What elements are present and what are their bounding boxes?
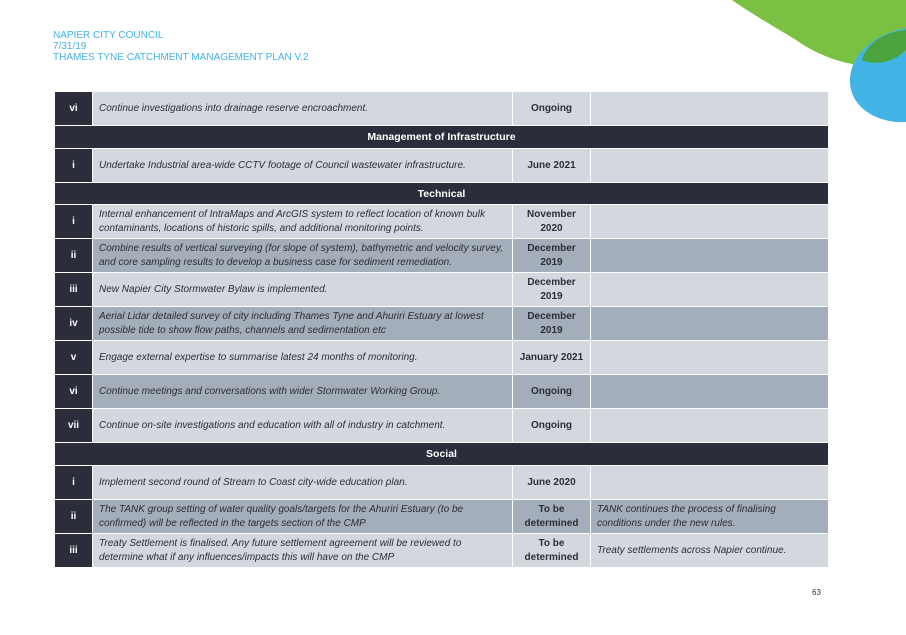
table-row xyxy=(55,466,829,500)
row-comment xyxy=(591,307,829,341)
section-header-row xyxy=(55,183,829,205)
row-status: December 2019 xyxy=(513,307,591,341)
table-row xyxy=(55,92,829,126)
row-number: ii xyxy=(55,239,93,273)
row-status: June 2021 xyxy=(513,149,591,183)
row-status: To be determined xyxy=(513,500,591,534)
plan-title: THAMES TYNE CATCHMENT MANAGEMENT PLAN V.2 xyxy=(53,52,309,63)
row-description: Engage external expertise to summarise latest 24 months of monitoring. xyxy=(93,341,513,375)
section-header-row xyxy=(55,126,829,149)
row-comment xyxy=(591,149,829,183)
row-number: i xyxy=(55,149,93,183)
row-number: iii xyxy=(55,534,93,568)
row-number: i xyxy=(55,466,93,500)
row-status: Ongoing xyxy=(513,375,591,409)
row-status: Ongoing xyxy=(513,92,591,126)
row-number: iii xyxy=(55,273,93,307)
row-comment xyxy=(591,375,829,409)
row-number: vi xyxy=(55,375,93,409)
action-plan-table xyxy=(54,91,829,568)
table-row xyxy=(55,534,829,568)
row-status: January 2021 xyxy=(513,341,591,375)
org-name: NAPIER CITY COUNCIL xyxy=(53,30,164,41)
row-description: Implement second round of Stream to Coast city-wide education plan. xyxy=(93,466,513,500)
section-title-infrastructure: Management of Infrastructure xyxy=(55,126,829,149)
page-number: 63 xyxy=(812,588,821,597)
row-description: Treaty Settlement is finalised. Any future settlement agreement will be reviewed to determine what if any influences/impacts this will have on the CMP xyxy=(93,534,513,568)
section-title-technical: Technical xyxy=(55,183,829,205)
row-description: Undertake Industrial area-wide CCTV footage of Council wastewater infrastructure. xyxy=(93,149,513,183)
row-comment xyxy=(591,273,829,307)
row-description: Combine results of vertical surveying (for slope of system), bathymetric and velocity survey, and core sampling results to develop a business case for sediment remediation. xyxy=(93,239,513,273)
row-description: Continue meetings and conversations with wider Stormwater Working Group. xyxy=(93,375,513,409)
row-comment xyxy=(591,92,829,126)
row-comment xyxy=(591,409,829,443)
table-row xyxy=(55,500,829,534)
table-row xyxy=(55,341,829,375)
row-description: Aerial Lidar detailed survey of city including Thames Tyne and Ahuriri Estuary at lowest possible tide to show flow paths, channels and sedimentation etc xyxy=(93,307,513,341)
table-row xyxy=(55,273,829,307)
row-number: v xyxy=(55,341,93,375)
table-row xyxy=(55,409,829,443)
table-row xyxy=(55,149,829,183)
row-comment: Treaty settlements across Napier continue. xyxy=(591,534,829,568)
row-status: December 2019 xyxy=(513,273,591,307)
row-description: The TANK group setting of water quality goals/targets for the Ahuriri Estuary (to be confirmed) will be reflected in the targets section of the CMP xyxy=(93,500,513,534)
row-description: Internal enhancement of IntraMaps and ArcGIS system to reflect location of known bulk contaminants, locations of historic spills, and additional monitoring points. xyxy=(93,205,513,239)
row-number: vi xyxy=(55,92,93,126)
table-row xyxy=(55,375,829,409)
row-number: i xyxy=(55,205,93,239)
row-comment xyxy=(591,341,829,375)
row-status: Ongoing xyxy=(513,409,591,443)
table-row xyxy=(55,307,829,341)
table-row xyxy=(55,205,829,239)
table-row xyxy=(55,239,829,273)
row-comment xyxy=(591,239,829,273)
row-comment xyxy=(591,205,829,239)
row-comment xyxy=(591,466,829,500)
section-title-social: Social xyxy=(55,443,829,466)
document-date: 7/31/19 xyxy=(53,41,87,52)
row-number: iv xyxy=(55,307,93,341)
row-comment: TANK continues the process of finalising conditions under the new rules. xyxy=(591,500,829,534)
row-status: To be determined xyxy=(513,534,591,568)
row-description: Continue on-site investigations and education with all of industry in catchment. xyxy=(93,409,513,443)
row-status: November 2020 xyxy=(513,205,591,239)
section-header-row xyxy=(55,443,829,466)
row-number: vii xyxy=(55,409,93,443)
row-description: New Napier City Stormwater Bylaw is implemented. xyxy=(93,273,513,307)
row-status: December 2019 xyxy=(513,239,591,273)
row-status: June 2020 xyxy=(513,466,591,500)
row-number: ii xyxy=(55,500,93,534)
row-description: Continue investigations into drainage reserve encroachment. xyxy=(93,92,513,126)
document-header xyxy=(53,30,309,63)
